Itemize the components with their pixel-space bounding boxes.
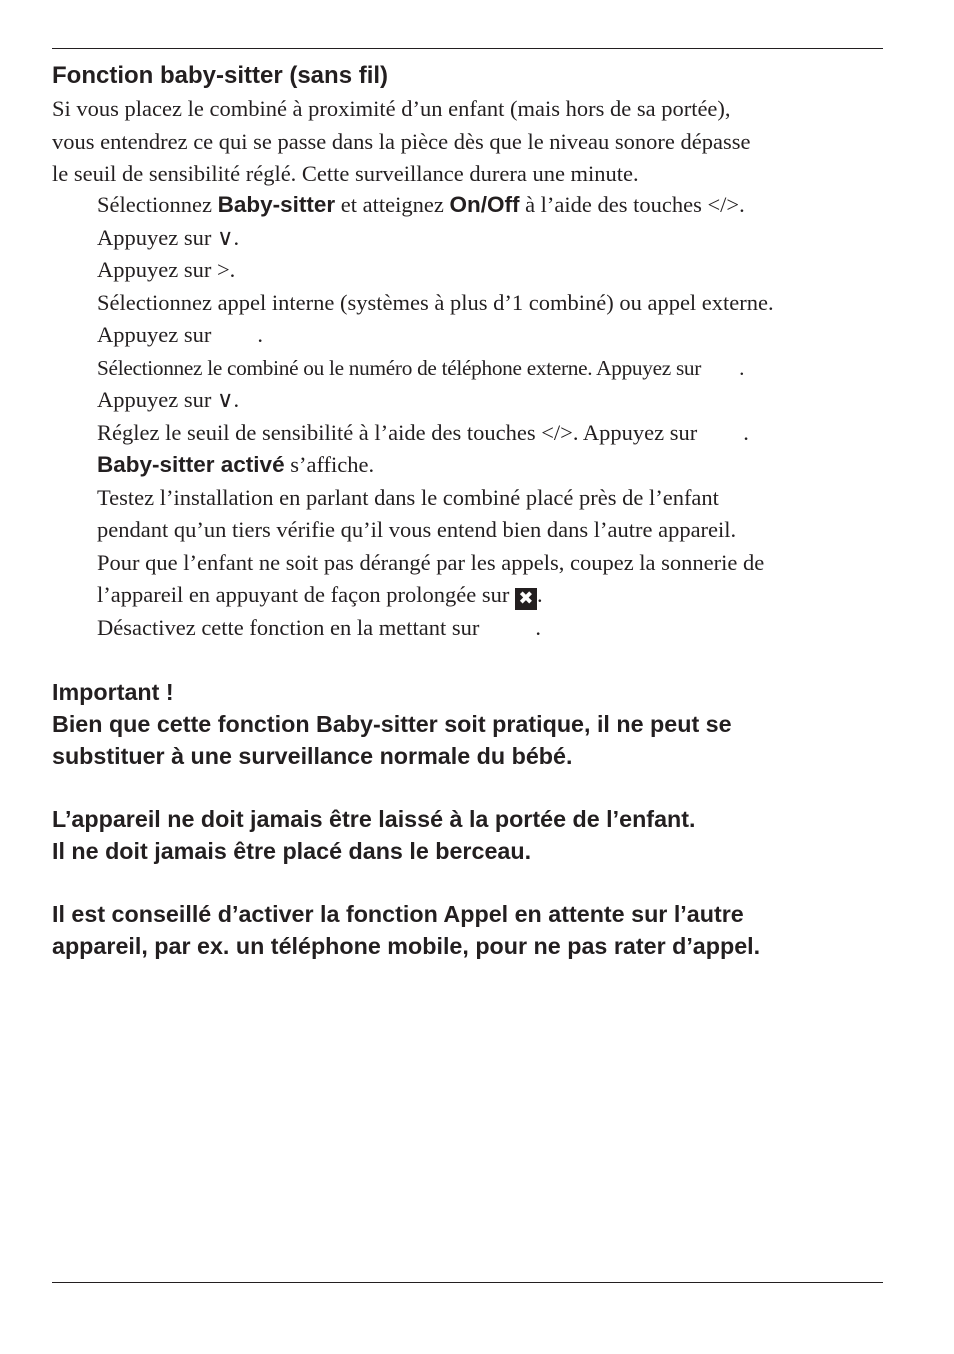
important-line: L’appareil ne doit jamais être laissé à la portée de l’enfant. xyxy=(52,806,696,832)
step-press-right: Appuyez sur >. xyxy=(97,257,236,282)
section-title: Fonction baby-sitter (sans fil) xyxy=(52,62,389,89)
step-activated-message: Baby-sitter activé s’affiche. xyxy=(97,452,375,477)
important-line: Il ne doit jamais être placé dans le berceau. xyxy=(52,838,532,864)
mute-key-icon: ✖ xyxy=(515,588,537,610)
intro-line: le seuil de sensibilité réglé. Cette surveillance durera une minute. xyxy=(52,161,639,186)
step-press-down-2: Appuyez sur ∨. xyxy=(97,387,240,412)
step-mute-line-1: Pour que l’enfant ne soit pas dérangé par les appels, coupez la sonnerie de xyxy=(97,549,765,575)
step-press-key: Appuyez sur . xyxy=(97,322,263,347)
menu-term-baby-sitter: Baby-sitter xyxy=(217,192,336,217)
important-line: substituer à une surveillance normale du bébé. xyxy=(52,743,573,769)
important-notice xyxy=(52,676,912,962)
step-mute-line-2: l’appareil en appuyant de façon prolongée sur ✖ . xyxy=(97,582,543,609)
step-test-line-1: Testez l’installation en parlant dans le combiné placé près de l’enfant xyxy=(97,484,719,510)
intro-line: Si vous placez le combiné à proximité d’un enfant (mais hors de sa portée), xyxy=(52,96,731,121)
step-select-baby-sitter: Sélectionnez Baby-sitter et atteignez On/Off à l’aide des touches </>. xyxy=(97,192,745,217)
step-select-handset: Sélectionnez le combiné ou le numéro de téléphone externe. Appuyez sur . xyxy=(97,355,745,380)
important-line: appareil, par ex. un téléphone mobile, pour ne pas rater d’appel. xyxy=(52,933,761,959)
step-set-sensitivity: Réglez le seuil de sensibilité à l’aide des touches </>. Appuyez sur . xyxy=(97,419,749,445)
step-press-down: Appuyez sur ∨. xyxy=(97,224,240,250)
intro-paragraph xyxy=(52,93,892,191)
step-deactivate: Désactivez cette fonction en la mettant sur . xyxy=(97,614,541,640)
step-select-call-type: Sélectionnez appel interne (systèmes à plus d’1 combiné) ou appel externe. xyxy=(97,289,774,315)
step-test-line-2: pendant qu’un tiers vérifie qu’il vous entend bien dans l’autre appareil. xyxy=(97,517,737,542)
bottom-divider xyxy=(52,1282,883,1283)
important-line: Il est conseillé d’activer la fonction Appel en attente sur l’autre xyxy=(52,901,744,927)
menu-term-on-off: On/Off xyxy=(449,192,520,217)
intro-line: vous entendrez ce qui se passe dans la pièce dès que le niveau sonore dépasse xyxy=(52,128,751,154)
display-message: Baby-sitter activé xyxy=(97,452,285,477)
important-title: Important ! xyxy=(52,679,174,705)
instruction-steps xyxy=(97,189,897,644)
top-divider xyxy=(52,48,883,49)
important-line: Bien que cette fonction Baby-sitter soit pratique, il ne peut se xyxy=(52,711,732,737)
